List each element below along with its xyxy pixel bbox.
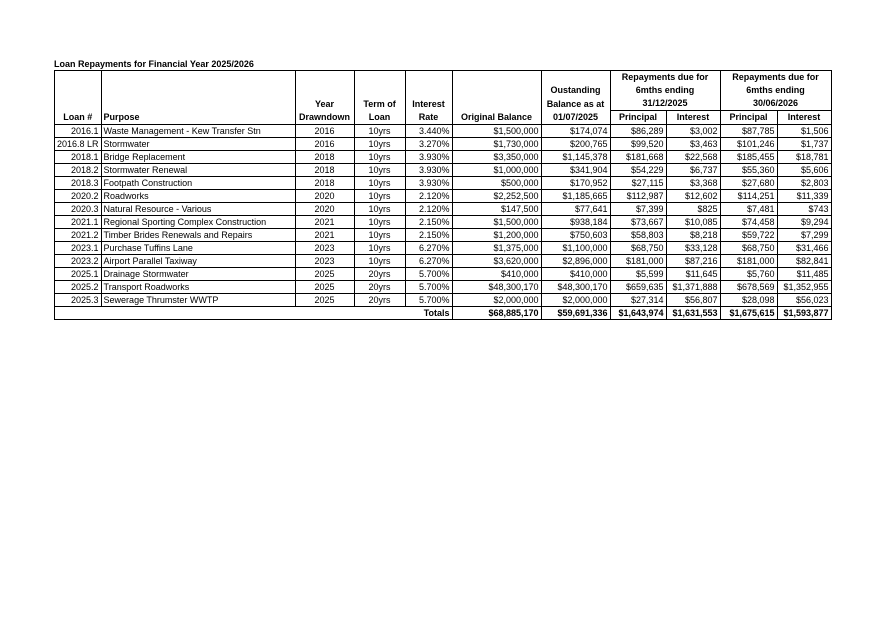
- cell-original-balance: $1,200,000: [452, 229, 541, 242]
- cell-principal-1: $112,987: [610, 190, 666, 203]
- cell-purpose: Transport Roadworks: [101, 281, 295, 294]
- cell-loan-no: 2018.3: [55, 177, 102, 190]
- totals-label: Totals: [55, 307, 453, 320]
- cell-rate: 3.930%: [405, 177, 452, 190]
- cell-outstanding: $2,896,000: [541, 255, 610, 268]
- cell-term: 10yrs: [354, 255, 405, 268]
- cell-year: 2023: [295, 255, 354, 268]
- header-term-line1: Term of: [354, 97, 405, 111]
- cell-term: 10yrs: [354, 190, 405, 203]
- cell-purpose: Drainage Stormwater: [101, 268, 295, 281]
- cell-year: 2023: [295, 242, 354, 255]
- cell-principal-2: $28,098: [720, 294, 777, 307]
- header-group2-line2: 6mths ending: [720, 84, 831, 97]
- header-outstanding-line3: 01/07/2025: [541, 111, 610, 125]
- cell-interest-2: $2,803: [777, 177, 831, 190]
- cell-year: 2025: [295, 294, 354, 307]
- cell-purpose: Regional Sporting Complex Construction: [101, 216, 295, 229]
- cell-original-balance: $3,350,000: [452, 151, 541, 164]
- cell-purpose: Airport Parallel Taxiway: [101, 255, 295, 268]
- cell-interest-2: $7,299: [777, 229, 831, 242]
- cell-purpose: Natural Resource - Various: [101, 203, 295, 216]
- cell-interest-2: $743: [777, 203, 831, 216]
- cell-principal-2: $87,785: [720, 125, 777, 138]
- cell-original-balance: $48,300,170: [452, 281, 541, 294]
- header-term-spacer: [354, 71, 405, 85]
- cell-original-balance: $410,000: [452, 268, 541, 281]
- cell-principal-1: $5,599: [610, 268, 666, 281]
- header-original-spacer: [452, 71, 541, 85]
- cell-principal-2: $55,360: [720, 164, 777, 177]
- cell-term: 10yrs: [354, 203, 405, 216]
- cell-term: 10yrs: [354, 138, 405, 151]
- cell-principal-2: $27,680: [720, 177, 777, 190]
- header-purpose: Purpose: [101, 111, 295, 125]
- cell-loan-no: 2016.1: [55, 125, 102, 138]
- cell-year: 2018: [295, 164, 354, 177]
- cell-interest-1: $33,128: [666, 242, 720, 255]
- table-row: [55, 216, 832, 229]
- header-loan-spacer: [55, 71, 102, 85]
- header-year-line1: Year: [295, 97, 354, 111]
- cell-interest-1: $22,568: [666, 151, 720, 164]
- table-row: [55, 177, 832, 190]
- cell-interest-1: $11,645: [666, 268, 720, 281]
- cell-purpose: Sewerage Thrumster WWTP: [101, 294, 295, 307]
- cell-rate: 5.700%: [405, 294, 452, 307]
- table-footer: [55, 307, 832, 320]
- cell-purpose: Timber Brides Renewals and Repairs: [101, 229, 295, 242]
- cell-original-balance: $500,000: [452, 177, 541, 190]
- header-principal-1: Principal: [610, 111, 666, 125]
- cell-year: 2018: [295, 151, 354, 164]
- cell-term: 10yrs: [354, 229, 405, 242]
- cell-rate: 2.120%: [405, 203, 452, 216]
- header-rate-spacer: [405, 71, 452, 85]
- cell-loan-no: 2025.2: [55, 281, 102, 294]
- cell-original-balance: $1,000,000: [452, 164, 541, 177]
- cell-rate: 2.150%: [405, 229, 452, 242]
- cell-outstanding: $1,145,378: [541, 151, 610, 164]
- cell-purpose: Waste Management - Kew Transfer Stn: [101, 125, 295, 138]
- cell-interest-1: $3,002: [666, 125, 720, 138]
- cell-interest-2: $1,506: [777, 125, 831, 138]
- cell-outstanding: $174,074: [541, 125, 610, 138]
- cell-rate: 5.700%: [405, 268, 452, 281]
- cell-year: 2020: [295, 203, 354, 216]
- cell-principal-2: $68,750: [720, 242, 777, 255]
- cell-principal-2: $114,251: [720, 190, 777, 203]
- cell-interest-1: $3,368: [666, 177, 720, 190]
- cell-year: 2025: [295, 281, 354, 294]
- cell-original-balance: $3,620,000: [452, 255, 541, 268]
- cell-rate: 3.930%: [405, 151, 452, 164]
- table-header: [55, 71, 832, 125]
- cell-purpose: Stormwater: [101, 138, 295, 151]
- header-principal-2: Principal: [720, 111, 777, 125]
- header-purpose-spacer: [101, 71, 295, 85]
- loan-repayments-table: [54, 70, 832, 320]
- cell-loan-no: 2025.3: [55, 294, 102, 307]
- cell-original-balance: $2,252,500: [452, 190, 541, 203]
- cell-outstanding: $750,603: [541, 229, 610, 242]
- cell-loan-no: 2023.2: [55, 255, 102, 268]
- header-group1-line3: 31/12/2025: [610, 97, 720, 111]
- header-group1-line2: 6mths ending: [610, 84, 720, 97]
- cell-interest-1: $8,218: [666, 229, 720, 242]
- table-row: [55, 164, 832, 177]
- cell-rate: 3.270%: [405, 138, 452, 151]
- cell-interest-1: $3,463: [666, 138, 720, 151]
- cell-rate: 3.440%: [405, 125, 452, 138]
- cell-purpose: Bridge Replacement: [101, 151, 295, 164]
- cell-interest-1: $56,807: [666, 294, 720, 307]
- table-row: [55, 294, 832, 307]
- cell-rate: 2.150%: [405, 216, 452, 229]
- cell-interest-2: $18,781: [777, 151, 831, 164]
- cell-outstanding: $170,952: [541, 177, 610, 190]
- cell-outstanding: $938,184: [541, 216, 610, 229]
- cell-loan-no: 2023.1: [55, 242, 102, 255]
- cell-term: 10yrs: [354, 177, 405, 190]
- cell-loan-no: 2021.2: [55, 229, 102, 242]
- cell-outstanding: $2,000,000: [541, 294, 610, 307]
- header-original-balance: Original Balance: [452, 111, 541, 125]
- table-row: [55, 138, 832, 151]
- cell-principal-1: $181,000: [610, 255, 666, 268]
- cell-original-balance: $2,000,000: [452, 294, 541, 307]
- cell-interest-1: $87,216: [666, 255, 720, 268]
- cell-outstanding: $410,000: [541, 268, 610, 281]
- totals-row: [55, 307, 832, 320]
- header-year-spacer: [295, 71, 354, 85]
- cell-term: 20yrs: [354, 268, 405, 281]
- header-group2-line3: 30/06/2026: [720, 97, 831, 111]
- cell-rate: 6.270%: [405, 242, 452, 255]
- cell-interest-2: $11,339: [777, 190, 831, 203]
- cell-purpose: Stormwater Renewal: [101, 164, 295, 177]
- header-group1-line1: Repayments due for: [610, 71, 720, 85]
- cell-year: 2016: [295, 138, 354, 151]
- cell-rate: 3.930%: [405, 164, 452, 177]
- cell-term: 10yrs: [354, 164, 405, 177]
- cell-term: 20yrs: [354, 281, 405, 294]
- table-row: [55, 281, 832, 294]
- cell-purpose: Footpath Construction: [101, 177, 295, 190]
- cell-principal-1: $659,635: [610, 281, 666, 294]
- cell-interest-1: $6,737: [666, 164, 720, 177]
- cell-loan-no: 2025.1: [55, 268, 102, 281]
- cell-principal-1: $73,667: [610, 216, 666, 229]
- sheet-title: Loan Repayments for Financial Year 2025/2026: [54, 59, 254, 69]
- cell-principal-1: $27,314: [610, 294, 666, 307]
- cell-interest-1: $1,371,888: [666, 281, 720, 294]
- header-rate-line2: Rate: [405, 111, 452, 125]
- cell-purpose: Roadworks: [101, 190, 295, 203]
- cell-outstanding: $48,300,170: [541, 281, 610, 294]
- cell-principal-2: $185,455: [720, 151, 777, 164]
- cell-loan-no: 2018.2: [55, 164, 102, 177]
- cell-interest-2: $31,466: [777, 242, 831, 255]
- table-row: [55, 242, 832, 255]
- cell-interest-2: $5,606: [777, 164, 831, 177]
- cell-outstanding: $77,641: [541, 203, 610, 216]
- header-outstanding-spacer: [541, 71, 610, 85]
- cell-interest-2: $1,737: [777, 138, 831, 151]
- cell-principal-1: $7,399: [610, 203, 666, 216]
- cell-principal-1: $68,750: [610, 242, 666, 255]
- cell-original-balance: $1,375,000: [452, 242, 541, 255]
- cell-principal-2: $5,760: [720, 268, 777, 281]
- table-row: [55, 229, 832, 242]
- cell-outstanding: $1,185,665: [541, 190, 610, 203]
- cell-year: 2016: [295, 125, 354, 138]
- cell-loan-no: 2020.3: [55, 203, 102, 216]
- cell-loan-no: 2021.1: [55, 216, 102, 229]
- cell-term: 10yrs: [354, 216, 405, 229]
- total-original-balance: $68,885,170: [452, 307, 541, 320]
- cell-principal-2: $101,246: [720, 138, 777, 151]
- cell-term: 10yrs: [354, 151, 405, 164]
- header-interest-1: Interest: [666, 111, 720, 125]
- cell-interest-2: $56,023: [777, 294, 831, 307]
- cell-outstanding: $200,765: [541, 138, 610, 151]
- cell-interest-1: $825: [666, 203, 720, 216]
- cell-year: 2021: [295, 229, 354, 242]
- cell-loan-no: 2016.8 LR: [55, 138, 102, 151]
- total-principal-1: $1,643,974: [610, 307, 666, 320]
- cell-principal-1: $54,229: [610, 164, 666, 177]
- cell-principal-1: $99,520: [610, 138, 666, 151]
- cell-principal-1: $86,289: [610, 125, 666, 138]
- cell-year: 2020: [295, 190, 354, 203]
- table-row: [55, 190, 832, 203]
- cell-original-balance: $1,730,000: [452, 138, 541, 151]
- cell-year: 2018: [295, 177, 354, 190]
- header-term-line2: Loan: [354, 111, 405, 125]
- cell-loan-no: 2020.2: [55, 190, 102, 203]
- table-row: [55, 268, 832, 281]
- cell-principal-2: $59,722: [720, 229, 777, 242]
- cell-principal-2: $7,481: [720, 203, 777, 216]
- header-interest-2: Interest: [777, 111, 831, 125]
- cell-interest-2: $1,352,955: [777, 281, 831, 294]
- cell-principal-1: $58,803: [610, 229, 666, 242]
- table-row: [55, 151, 832, 164]
- cell-term: 20yrs: [354, 294, 405, 307]
- table-row: [55, 125, 832, 138]
- header-loan-no: Loan #: [55, 111, 102, 125]
- total-interest-1: $1,631,553: [666, 307, 720, 320]
- cell-principal-2: $181,000: [720, 255, 777, 268]
- cell-year: 2021: [295, 216, 354, 229]
- cell-outstanding: $1,100,000: [541, 242, 610, 255]
- cell-rate: 2.120%: [405, 190, 452, 203]
- cell-principal-1: $181,668: [610, 151, 666, 164]
- cell-outstanding: $341,904: [541, 164, 610, 177]
- total-principal-2: $1,675,615: [720, 307, 777, 320]
- cell-term: 10yrs: [354, 242, 405, 255]
- cell-year: 2025: [295, 268, 354, 281]
- cell-purpose: Purchase Tuffins Lane: [101, 242, 295, 255]
- header-outstanding-line1: Oustanding: [541, 84, 610, 97]
- cell-principal-1: $27,115: [610, 177, 666, 190]
- cell-original-balance: $1,500,000: [452, 216, 541, 229]
- cell-interest-2: $9,294: [777, 216, 831, 229]
- loan-repayments-sheet: [54, 58, 832, 320]
- table-row: [55, 255, 832, 268]
- total-outstanding: $59,691,336: [541, 307, 610, 320]
- header-outstanding-line2: Balance as at: [541, 97, 610, 111]
- cell-interest-1: $12,602: [666, 190, 720, 203]
- cell-original-balance: $1,500,000: [452, 125, 541, 138]
- cell-rate: 5.700%: [405, 281, 452, 294]
- table-row: [55, 203, 832, 216]
- cell-principal-2: $678,569: [720, 281, 777, 294]
- table-body: [55, 125, 832, 307]
- header-group2-line1: Repayments due for: [720, 71, 831, 85]
- cell-principal-2: $74,458: [720, 216, 777, 229]
- cell-rate: 6.270%: [405, 255, 452, 268]
- cell-loan-no: 2018.1: [55, 151, 102, 164]
- cell-interest-2: $82,841: [777, 255, 831, 268]
- header-rate-line1: Interest: [405, 97, 452, 111]
- total-interest-2: $1,593,877: [777, 307, 831, 320]
- cell-interest-1: $10,085: [666, 216, 720, 229]
- cell-interest-2: $11,485: [777, 268, 831, 281]
- header-year-line2: Drawndown: [295, 111, 354, 125]
- cell-term: 10yrs: [354, 125, 405, 138]
- cell-original-balance: $147,500: [452, 203, 541, 216]
